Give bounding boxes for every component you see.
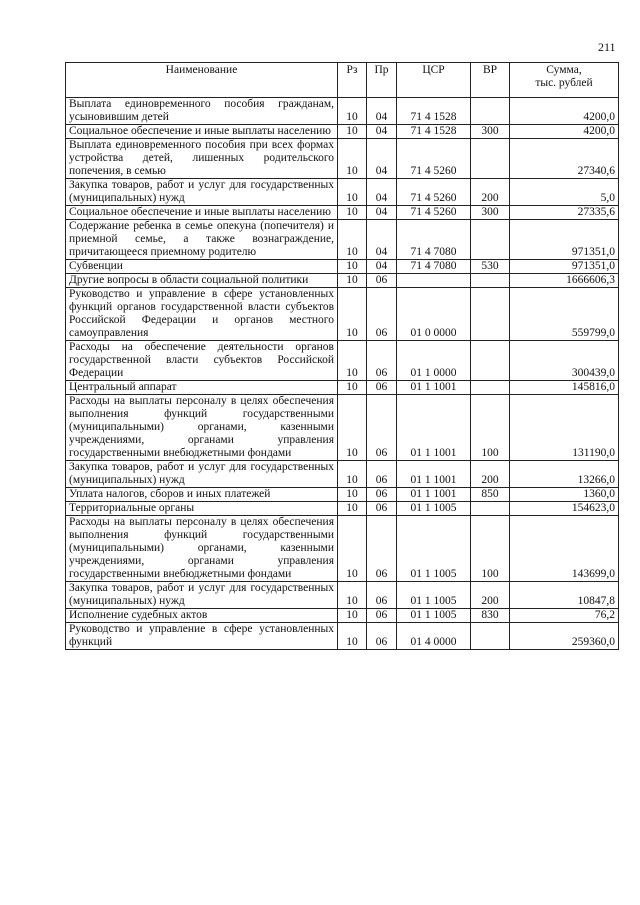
table-row — [66, 381, 619, 395]
cell-sum: 559799,0 — [510, 288, 619, 341]
cell-vr — [471, 139, 510, 179]
header-name: Наименование — [66, 63, 338, 98]
cell-name: Руководство и управление в сфере установленных функций — [66, 623, 338, 650]
cell-sum: 1360,0 — [510, 488, 619, 502]
cell-csr: 01 1 0000 — [397, 341, 471, 381]
cell-name: Социальное обеспечение и иные выплаты населению — [66, 206, 338, 220]
cell-csr: 01 1 1001 — [397, 395, 471, 461]
table-row — [66, 179, 619, 206]
cell-pr: 04 — [367, 125, 397, 139]
cell-rz: 10 — [338, 381, 367, 395]
budget-table — [65, 62, 619, 650]
cell-csr: 71 4 5260 — [397, 206, 471, 220]
cell-csr: 71 4 5260 — [397, 139, 471, 179]
cell-vr: 830 — [471, 609, 510, 623]
cell-sum: 5,0 — [510, 179, 619, 206]
cell-name: Расходы на выплаты персоналу в целях обеспечения выполнения функций государственными (муниципальными) органами, казенными учреждениями, органами управления государственными внебюджетными фондами — [66, 516, 338, 582]
cell-name: Расходы на выплаты персоналу в целях обеспечения выполнения функций государственными (муниципальными) органами, казенными учреждениями, органами управления государственными внебюджетными фондами — [66, 395, 338, 461]
table-row — [66, 395, 619, 461]
table-row — [66, 220, 619, 260]
cell-pr: 06 — [367, 516, 397, 582]
cell-csr: 01 0 0000 — [397, 288, 471, 341]
cell-sum: 154623,0 — [510, 502, 619, 516]
cell-vr: 100 — [471, 395, 510, 461]
cell-rz: 10 — [338, 179, 367, 206]
cell-name: Субвенции — [66, 260, 338, 274]
table-row — [66, 516, 619, 582]
cell-csr: 71 4 5260 — [397, 179, 471, 206]
cell-sum: 27335,6 — [510, 206, 619, 220]
cell-rz: 10 — [338, 461, 367, 488]
header-rz: Рз — [338, 63, 367, 98]
table-row — [66, 609, 619, 623]
cell-name: Закупка товаров, работ и услуг для государственных (муниципальных) нужд — [66, 461, 338, 488]
cell-sum: 4200,0 — [510, 125, 619, 139]
cell-csr: 01 1 1005 — [397, 582, 471, 609]
cell-vr — [471, 502, 510, 516]
cell-csr: 71 4 1528 — [397, 125, 471, 139]
cell-rz: 10 — [338, 582, 367, 609]
header-csr: ЦСР — [397, 63, 471, 98]
cell-pr: 06 — [367, 274, 397, 288]
cell-pr: 04 — [367, 139, 397, 179]
table-row — [66, 488, 619, 502]
cell-csr: 01 1 1005 — [397, 609, 471, 623]
cell-pr: 06 — [367, 502, 397, 516]
cell-sum: 131190,0 — [510, 395, 619, 461]
cell-pr: 06 — [367, 288, 397, 341]
cell-csr: 01 1 1001 — [397, 381, 471, 395]
table-row — [66, 98, 619, 125]
cell-sum: 10847,8 — [510, 582, 619, 609]
cell-pr: 06 — [367, 341, 397, 381]
cell-rz: 10 — [338, 274, 367, 288]
cell-csr: 01 1 1005 — [397, 502, 471, 516]
cell-rz: 10 — [338, 488, 367, 502]
cell-vr — [471, 98, 510, 125]
cell-name: Выплата единовременного пособия при всех формах устройства детей, лишенных родительского попечения, в семью — [66, 139, 338, 179]
header-vr: ВР — [471, 63, 510, 98]
cell-name: Выплата единовременного пособия гражданам, усыновившим детей — [66, 98, 338, 125]
cell-vr: 200 — [471, 461, 510, 488]
cell-name: Содержание ребенка в семье опекуна (попечителя) и приемной семье, а также вознаграждение, причитающееся приемному родителю — [66, 220, 338, 260]
cell-pr: 06 — [367, 488, 397, 502]
table-row — [66, 341, 619, 381]
cell-rz: 10 — [338, 516, 367, 582]
cell-csr: 01 1 1001 — [397, 461, 471, 488]
cell-csr: 71 4 1528 — [397, 98, 471, 125]
cell-pr: 06 — [367, 582, 397, 609]
cell-rz: 10 — [338, 206, 367, 220]
table-row — [66, 206, 619, 220]
cell-csr: 01 1 1005 — [397, 516, 471, 582]
cell-vr: 200 — [471, 179, 510, 206]
header-pr: Пр — [367, 63, 397, 98]
cell-sum: 76,2 — [510, 609, 619, 623]
cell-sum: 971351,0 — [510, 220, 619, 260]
table-row — [66, 288, 619, 341]
cell-pr: 04 — [367, 179, 397, 206]
cell-rz: 10 — [338, 288, 367, 341]
table-header-row — [66, 63, 619, 98]
cell-pr: 06 — [367, 381, 397, 395]
table-row — [66, 502, 619, 516]
cell-name: Центральный аппарат — [66, 381, 338, 395]
cell-vr — [471, 381, 510, 395]
table-row — [66, 260, 619, 274]
cell-csr: 01 1 1001 — [397, 488, 471, 502]
cell-pr: 06 — [367, 609, 397, 623]
cell-csr: 01 4 0000 — [397, 623, 471, 650]
cell-rz: 10 — [338, 341, 367, 381]
cell-csr — [397, 274, 471, 288]
cell-vr — [471, 274, 510, 288]
page-number: 211 — [598, 40, 616, 54]
table-row — [66, 582, 619, 609]
cell-pr: 06 — [367, 623, 397, 650]
cell-vr — [471, 220, 510, 260]
header-sum-line1: Сумма, — [546, 64, 582, 76]
cell-vr: 530 — [471, 260, 510, 274]
cell-vr — [471, 623, 510, 650]
cell-sum: 259360,0 — [510, 623, 619, 650]
cell-rz: 10 — [338, 220, 367, 260]
cell-name: Уплата налогов, сборов и иных платежей — [66, 488, 338, 502]
cell-name: Другие вопросы в области социальной политики — [66, 274, 338, 288]
cell-name: Социальное обеспечение и иные выплаты населению — [66, 125, 338, 139]
cell-sum: 143699,0 — [510, 516, 619, 582]
cell-rz: 10 — [338, 139, 367, 179]
cell-sum: 971351,0 — [510, 260, 619, 274]
cell-pr: 06 — [367, 395, 397, 461]
cell-rz: 10 — [338, 623, 367, 650]
cell-name: Руководство и управление в сфере установленных функций органов государственной власти субъектов Российской Федерации и органов местного самоуправления — [66, 288, 338, 341]
cell-sum: 145816,0 — [510, 381, 619, 395]
cell-vr: 300 — [471, 206, 510, 220]
cell-sum: 300439,0 — [510, 341, 619, 381]
cell-csr: 71 4 7080 — [397, 220, 471, 260]
header-sum-line2: тыс. рублей — [535, 77, 593, 89]
cell-rz: 10 — [338, 395, 367, 461]
table-row — [66, 461, 619, 488]
cell-pr: 04 — [367, 98, 397, 125]
cell-sum: 27340,6 — [510, 139, 619, 179]
table-row — [66, 274, 619, 288]
cell-rz: 10 — [338, 609, 367, 623]
table-row — [66, 623, 619, 650]
cell-rz: 10 — [338, 502, 367, 516]
cell-sum: 1666606,3 — [510, 274, 619, 288]
table-row — [66, 125, 619, 139]
header-sum — [510, 63, 619, 98]
cell-pr: 04 — [367, 206, 397, 220]
cell-pr: 06 — [367, 461, 397, 488]
cell-vr: 100 — [471, 516, 510, 582]
cell-name: Расходы на обеспечение деятельности органов государственной власти субъектов Российской Федерации — [66, 341, 338, 381]
cell-vr: 300 — [471, 125, 510, 139]
cell-name: Территориальные органы — [66, 502, 338, 516]
cell-pr: 04 — [367, 260, 397, 274]
cell-rz: 10 — [338, 98, 367, 125]
cell-vr: 200 — [471, 582, 510, 609]
table-row — [66, 139, 619, 179]
cell-name: Исполнение судебных актов — [66, 609, 338, 623]
cell-vr — [471, 288, 510, 341]
cell-sum: 4200,0 — [510, 98, 619, 125]
cell-name: Закупка товаров, работ и услуг для государственных (муниципальных) нужд — [66, 179, 338, 206]
cell-pr: 04 — [367, 220, 397, 260]
cell-rz: 10 — [338, 260, 367, 274]
cell-rz: 10 — [338, 125, 367, 139]
cell-vr — [471, 341, 510, 381]
cell-sum: 13266,0 — [510, 461, 619, 488]
cell-name: Закупка товаров, работ и услуг для государственных (муниципальных) нужд — [66, 582, 338, 609]
cell-csr: 71 4 7080 — [397, 260, 471, 274]
cell-vr: 850 — [471, 488, 510, 502]
